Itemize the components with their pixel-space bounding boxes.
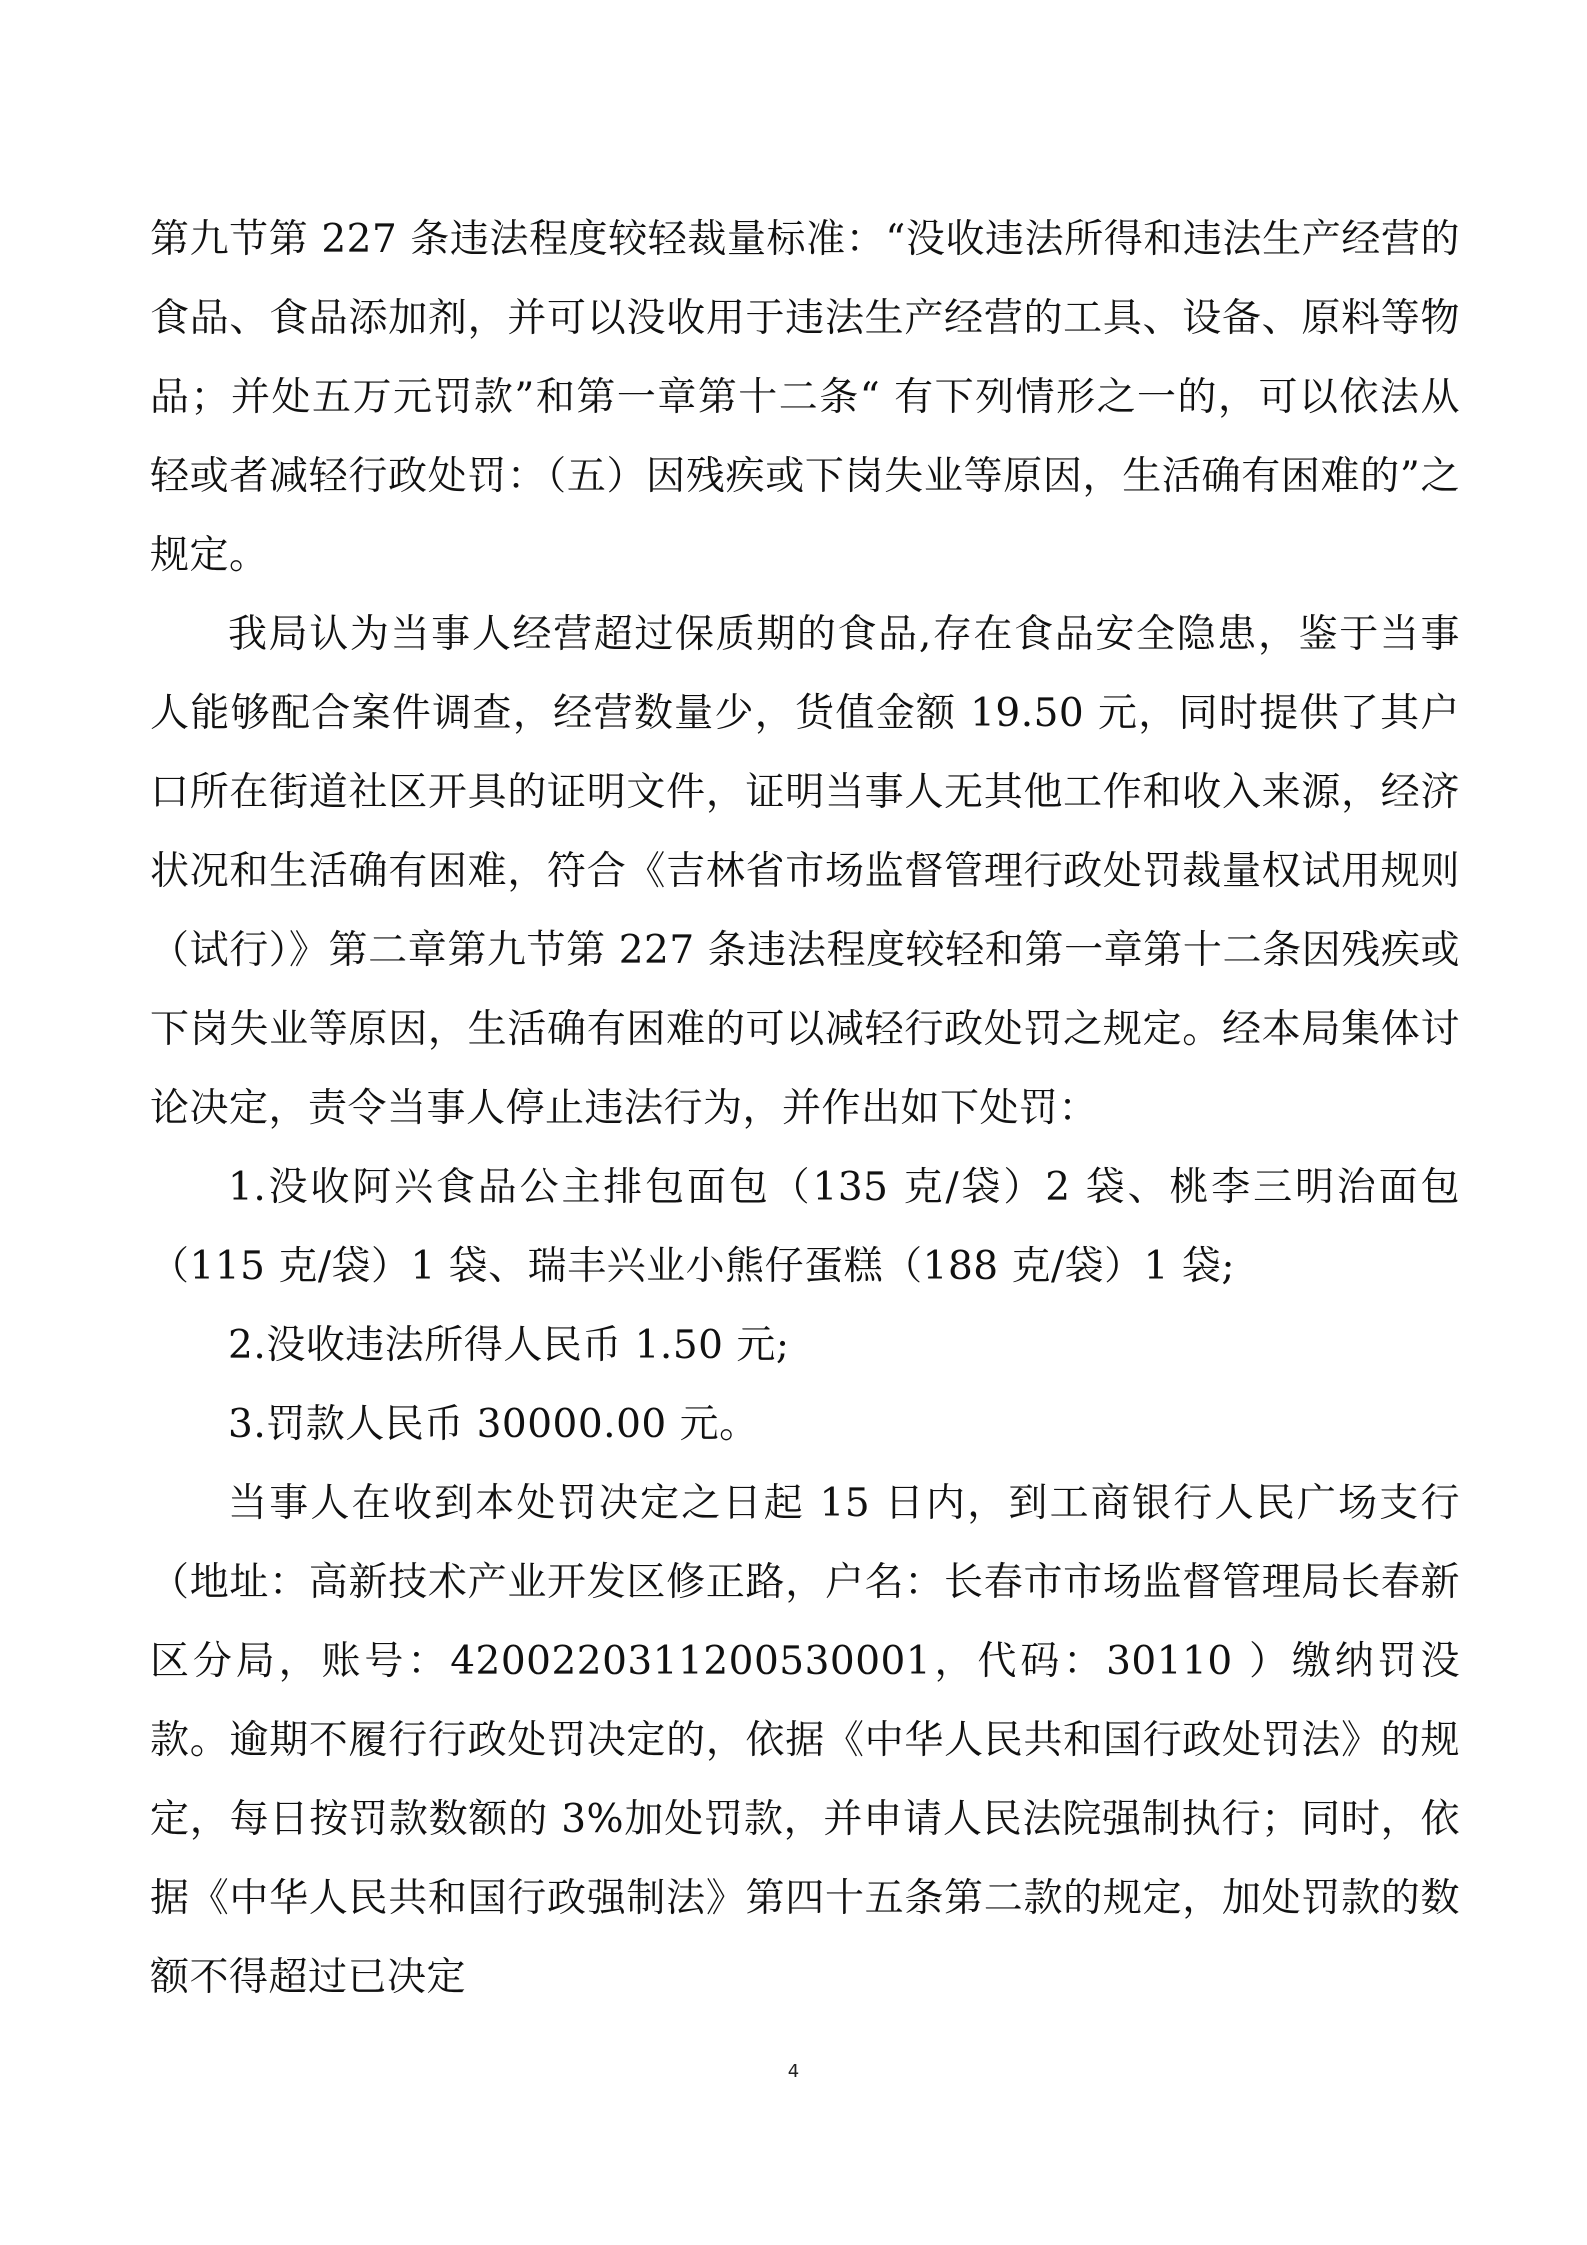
paragraph-continued-legal-basis: 第九节第 227 条违法程度较轻裁量标准：“没收违法所得和违法生产经营的食品、食品添加剂，并可以没收用于违法生产经营的工具、设备、原料等物品；并处五万元罚款”和第一章第十二条“ 有下列情形之一的，可以依法从轻或者减轻行政处罚：（五）因残疾或下岗失业等原因，生活确有困难的”之规定。 <box>150 217 1460 578</box>
penalty-item-confiscation-income: 2.没收违法所得人民币 1.50 元; <box>228 1323 790 1368</box>
document-body <box>150 200 1460 2017</box>
paragraph-decision-reasoning: 我局认为当事人经营超过保质期的食品,存在食品安全隐患，鉴于当事人能够配合案件调查，经营数量少，货值金额 19.50 元，同时提供了其户口所在街道社区开具的证明文件，证明当事人无其他工作和收入来源，经济状况和生活确有困难，符合《吉林省市场监督管理行政处罚裁量权试用规则（试行）》第二章第九节第 227 条违法程度较轻和第一章第十二条因残疾或下岗失业等原因，生活确有困难的可以减轻行政处罚之规定。经本局集体讨论决定，责令当事人停止违法行为，并作出如下处罚： <box>150 612 1460 1131</box>
page-number: 4 <box>787 2061 800 2082</box>
penalty-item-confiscation-goods: 1.没收阿兴食品公主排包面包（135 克/袋）2 袋、桃李三明治面包（115 克/袋）1 袋、瑞丰兴业小熊仔蛋糕（188 克/袋）1 袋; <box>150 1165 1460 1289</box>
penalty-item-fine: 3.罚款人民币 30000.00 元。 <box>228 1402 759 1447</box>
paragraph-payment-instructions: 当事人在收到本处罚决定之日起 15 日内，到工商银行人民广场支行（地址：高新技术产业开发区修正路，户名：长春市市场监督管理局长春新区分局，账号：4200220311200530001，代码：30110 ）缴纳罚没款。逾期不履行行政处罚决定的，依据《中华人民共和国行政处罚法》的规定，每日按罚款数额的 3%加处罚款，并申请人民法院强制执行；同时，依据《中华人民共和国行政强制法》第四十五条第二款的规定，加处罚款的数额不得超过已决定 <box>150 1481 1460 2000</box>
